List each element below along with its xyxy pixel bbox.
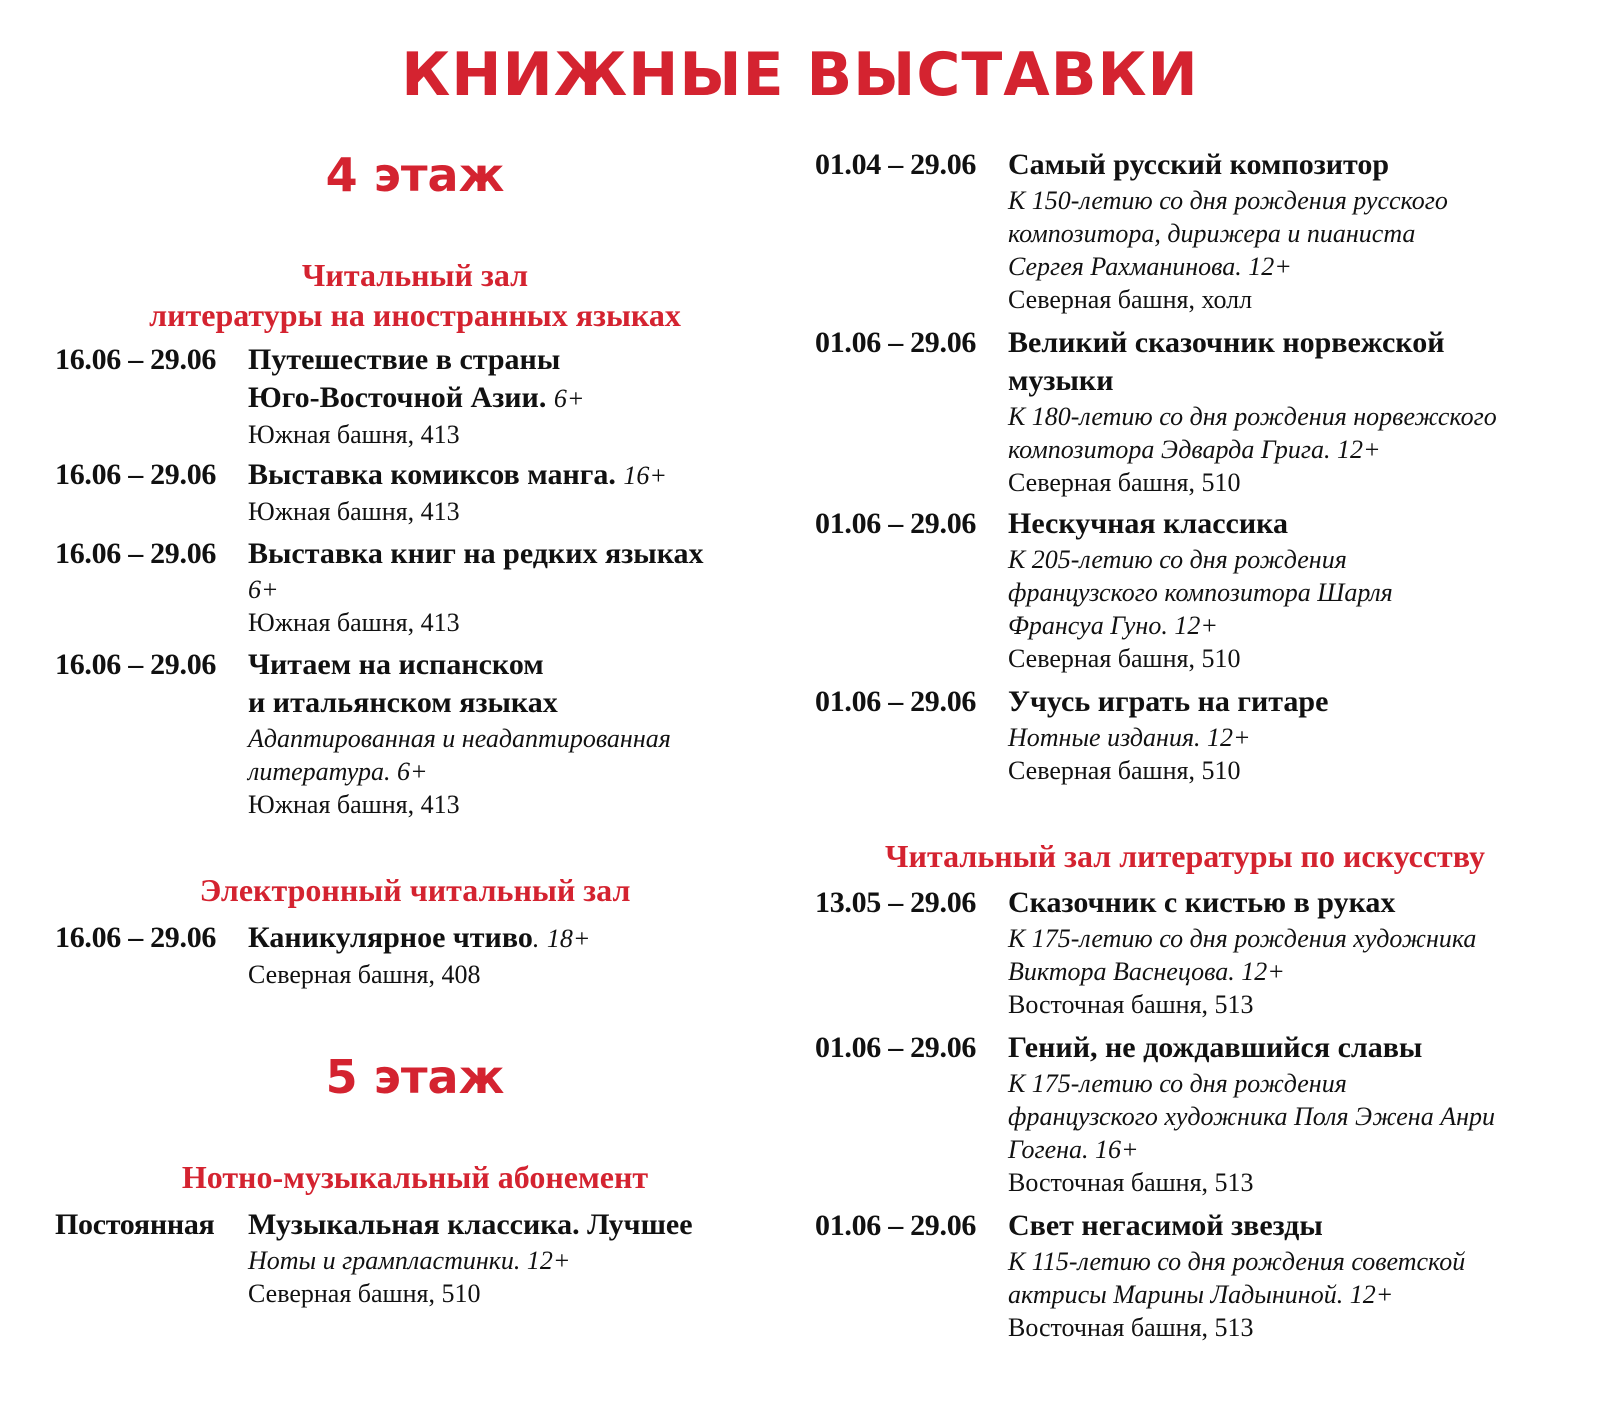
exhibition-entry xyxy=(55,341,795,451)
exhibition-entry xyxy=(55,1206,795,1310)
note-line: актрисы Марины Ладыниной. 12+ xyxy=(1008,1280,1394,1309)
note-line: литература. 6+ xyxy=(248,757,428,786)
exhibition-date: 01.06 – 29.06 xyxy=(815,1209,977,1242)
exhibition-note xyxy=(1008,184,1600,283)
note-line: Адаптированная и неадаптированная xyxy=(248,724,671,753)
note-line: французского композитора Шарля xyxy=(1008,578,1393,607)
note-line: Виктора Васнецова. 12+ xyxy=(1008,957,1285,986)
exhibition-location: Северная башня, 510 xyxy=(1008,644,1241,673)
exhibition-entry xyxy=(815,324,1600,499)
hall-electronic-heading: Электронный читальный зал xyxy=(199,872,631,908)
exhibition-title: Сказочник с кистью в руках xyxy=(1008,886,1396,919)
exhibition-location: Южная башня, 413 xyxy=(248,608,460,637)
note-line: композитора Эдварда Грига. 12+ xyxy=(1008,435,1381,464)
exhibition-entry xyxy=(815,505,1600,675)
exhibition-title xyxy=(248,341,795,418)
exhibition-location: Восточная башня, 513 xyxy=(1008,990,1254,1019)
exhibition-title: Учусь играть на гитаре xyxy=(1008,685,1329,718)
exhibition-title xyxy=(248,456,795,495)
exhibition-title-line: Путешествие в страны xyxy=(248,343,561,376)
exhibition-location: Южная башня, 413 xyxy=(248,420,460,449)
exhibition-date: 01.06 – 29.06 xyxy=(815,507,977,540)
exhibition-entry xyxy=(815,1207,1600,1344)
age-rating: 16+ xyxy=(623,461,667,490)
exhibition-title-line: Читаем на испанском xyxy=(248,648,544,681)
exhibition-title: Самый русский композитор xyxy=(1008,148,1390,181)
exhibition-date: Постоянная xyxy=(55,1208,215,1241)
note-line: Нотные издания. 12+ xyxy=(1008,723,1251,752)
exhibition-entry xyxy=(815,884,1600,1021)
exhibition-entry xyxy=(815,1029,1600,1199)
hall-heading-line: Читальный зал xyxy=(301,257,529,293)
note-line: французского художника Поля Эжена Анри xyxy=(1008,1102,1495,1131)
exhibition-entry xyxy=(55,646,795,821)
note-line: Сергея Рахманинова. 12+ xyxy=(1008,252,1292,281)
exhibition-note xyxy=(248,722,795,788)
exhibition-date: 13.05 – 29.06 xyxy=(815,886,977,919)
note-line: К 180-летию со дня рождения норвежского xyxy=(1008,402,1497,431)
exhibition-title-line: Великий сказочник норвежской xyxy=(1008,326,1445,359)
note-line: К 175-летию со дня рождения xyxy=(1008,1069,1347,1098)
note-line: К 150-летию со дня рождения русского xyxy=(1008,186,1448,215)
exhibition-title xyxy=(248,919,795,958)
exhibition-location: Восточная башня, 513 xyxy=(1008,1313,1254,1342)
exhibition-location: Северная башня, холл xyxy=(1008,285,1253,314)
exhibition-title xyxy=(248,646,795,722)
exhibition-note: Ноты и грампластинки. 12+ xyxy=(248,1246,571,1275)
exhibition-title: Гений, не дождавшийся славы xyxy=(1008,1031,1423,1064)
note-line: композитора, дирижера и пианиста xyxy=(1008,219,1416,248)
exhibition-entry xyxy=(815,683,1600,787)
exhibition-date: 01.06 – 29.06 xyxy=(815,1031,977,1064)
exhibition-location: Южная башня, 413 xyxy=(248,790,460,819)
exhibition-title-line xyxy=(248,379,795,418)
exhibition-date: 16.06 – 29.06 xyxy=(55,537,217,570)
age-rating: 6+ xyxy=(248,575,279,604)
age-rating: 6+ xyxy=(553,384,585,413)
exhibition-entry xyxy=(55,535,795,639)
exhibition-date: 16.06 – 29.06 xyxy=(55,343,217,376)
exhibition-note xyxy=(1008,1245,1600,1311)
exhibition-date: 16.06 – 29.06 xyxy=(55,458,217,491)
page-title: КНИЖНЫЕ ВЫСТАВКИ xyxy=(401,40,1199,110)
exhibition-note xyxy=(1008,1067,1600,1166)
note-line: Гогена. 16+ xyxy=(1008,1135,1139,1164)
exhibition-entry xyxy=(55,456,795,528)
hall-music-heading: Нотно-музыкальный абонемент xyxy=(181,1159,649,1195)
hall-heading-line: литературы на иностранных языках xyxy=(149,297,681,333)
exhibition-title-line: музыки xyxy=(1008,364,1114,397)
exhibition-location: Северная башня, 408 xyxy=(248,960,481,989)
exhibition-date: 01.04 – 29.06 xyxy=(815,148,977,181)
exhibition-entry xyxy=(55,919,795,991)
exhibition-location: Северная башня, 510 xyxy=(1008,468,1241,497)
title-suffix: . xyxy=(532,924,540,953)
exhibition-title-text: Каникулярное чтиво xyxy=(248,921,533,954)
exhibition-title-text: Юго-Восточной Азии. xyxy=(248,381,547,414)
exhibition-title-text: Выставка комиксов манга. xyxy=(248,458,616,491)
exhibition-date: 16.06 – 29.06 xyxy=(55,648,217,681)
exhibition-location: Северная башня, 510 xyxy=(1008,756,1241,785)
exhibition-date: 01.06 – 29.06 xyxy=(815,326,977,359)
note-line: Франсуа Гуно. 12+ xyxy=(1008,611,1218,640)
exhibition-location: Восточная башня, 513 xyxy=(1008,1168,1254,1197)
exhibition-note xyxy=(1008,543,1600,642)
note-line: К 175-летию со дня рождения художника xyxy=(1008,924,1477,953)
note-line: К 205-летию со дня рождения xyxy=(1008,545,1347,574)
exhibition-title xyxy=(1008,324,1600,400)
exhibition-date: 16.06 – 29.06 xyxy=(55,921,217,954)
exhibition-title: Нескучная классика xyxy=(1008,507,1288,540)
exhibition-title: Выставка книг на редких языках xyxy=(248,537,704,570)
exhibition-note xyxy=(1008,922,1600,988)
exhibition-date: 01.06 – 29.06 xyxy=(815,685,977,718)
exhibition-entry xyxy=(815,146,1600,316)
exhibition-title: Музыкальная классика. Лучшее xyxy=(248,1208,693,1241)
floor-4-heading: 4 этаж xyxy=(325,148,505,202)
exhibition-title-line: и итальянском языках xyxy=(248,686,558,719)
exhibition-note xyxy=(1008,721,1600,754)
exhibition-title: Свет негасимой звезды xyxy=(1008,1209,1323,1242)
floor-5-heading: 5 этаж xyxy=(325,1050,505,1104)
exhibition-location: Северная башня, 510 xyxy=(248,1279,481,1308)
exhibition-location: Южная башня, 413 xyxy=(248,497,460,526)
hall-art-heading: Читальный зал литературы по искусству xyxy=(885,838,1485,874)
hall-foreign-languages-heading xyxy=(50,255,780,335)
age-rating: 18+ xyxy=(546,924,591,953)
note-line: К 115-летию со дня рождения советской xyxy=(1008,1247,1466,1276)
exhibition-note xyxy=(1008,400,1600,466)
